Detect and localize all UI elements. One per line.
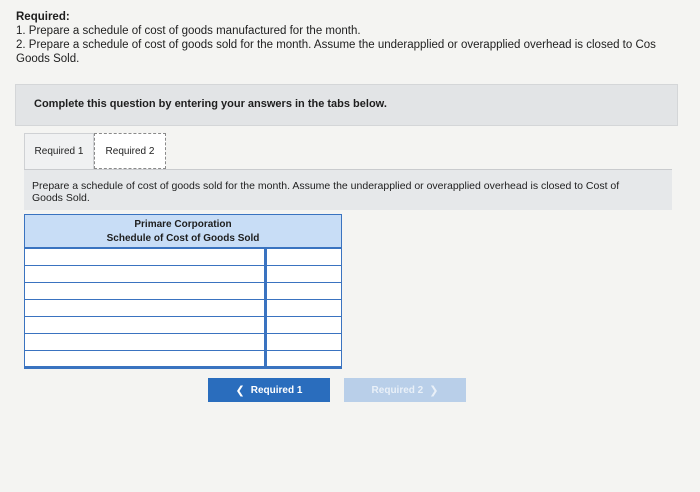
prev-required-1-button[interactable]: [208, 378, 330, 402]
table-row: [25, 351, 341, 368]
table-row: [25, 266, 341, 283]
row-amount-cell[interactable]: [265, 317, 341, 333]
prompt-line-2: Goods Sold.: [32, 192, 90, 204]
row-amount-cell[interactable]: [265, 283, 341, 299]
prev-button-label: Required 1: [250, 384, 303, 396]
row-label-cell[interactable]: [25, 266, 265, 282]
row-label-cell[interactable]: [25, 334, 265, 350]
cogs-schedule-table: [24, 214, 342, 369]
row-amount-cell[interactable]: [265, 334, 341, 350]
company-name: Primare Corporation: [134, 219, 232, 230]
next-button-label: Required 2: [371, 384, 424, 396]
row-amount-cell[interactable]: [265, 249, 341, 265]
row-label-input[interactable]: [25, 354, 264, 369]
table-row: [25, 334, 341, 351]
chevron-left-icon: ❮: [235, 384, 245, 397]
prompt-line-1: Prepare a schedule of cost of goods sold for the month. Assume the underapplied or overapplied overhead is closed to Cost of: [32, 180, 620, 192]
row-label-cell[interactable]: [25, 300, 265, 316]
tab-required-1[interactable]: Required 1: [24, 133, 94, 169]
tab-required-2[interactable]: Required 2: [94, 133, 166, 169]
schedule-title: Schedule of Cost of Goods Sold: [106, 233, 260, 244]
row-label-cell[interactable]: [25, 317, 265, 333]
row-label-cell[interactable]: [25, 249, 265, 265]
required-item-1: 1. Prepare a schedule of cost of goods manufactured for the month.: [16, 25, 361, 37]
required-heading: Required:: [16, 11, 70, 23]
instructions-banner: Complete this question by entering your answers in the tabs below.: [15, 84, 678, 126]
row-label-cell[interactable]: [25, 283, 265, 299]
table-row: [25, 317, 341, 334]
row-amount-cell[interactable]: [265, 351, 341, 366]
question-prompt: [24, 169, 672, 210]
row-amount-cell[interactable]: [265, 300, 341, 316]
schedule-header: [25, 215, 341, 249]
table-row: [25, 283, 341, 300]
table-row: [25, 300, 341, 317]
row-amount-cell[interactable]: [265, 266, 341, 282]
chevron-right-icon: ❯: [429, 384, 439, 397]
row-amount-input[interactable]: [267, 354, 341, 369]
table-row: [25, 249, 341, 266]
required-section: [16, 10, 700, 66]
next-required-2-button[interactable]: [344, 378, 466, 402]
required-item-2: 2. Prepare a schedule of cost of goods sold for the month. Assume the underapplied or overapplied overhead is closed to Cos: [16, 39, 656, 51]
required-item-2-continued: Goods Sold.: [16, 53, 80, 65]
row-label-cell[interactable]: [25, 351, 265, 366]
